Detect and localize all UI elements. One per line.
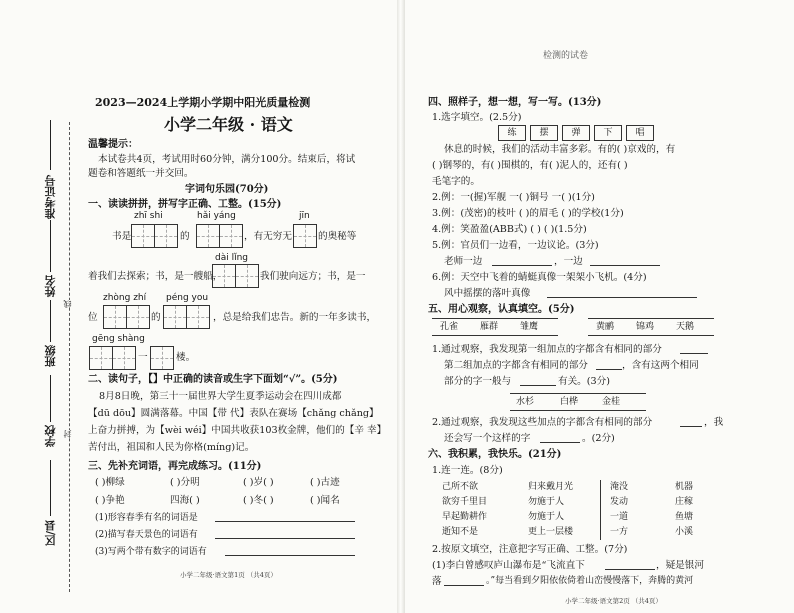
q5-blank-4[interactable]	[680, 426, 702, 427]
q5-blank-3[interactable]	[520, 385, 556, 386]
q5-para-4: 部分的字一般与	[444, 376, 512, 387]
q4-1: 1.选字填空。(2.5分)	[432, 112, 522, 123]
q3-row1-3: ( )岁( )	[243, 477, 274, 488]
q6-col3-4: 一方	[610, 527, 629, 537]
q1-text-2: 的	[180, 231, 190, 242]
seal-mark: 封	[63, 430, 72, 438]
q1-text-6: 我们驶向远方；书，是一	[260, 271, 366, 282]
q4-4: 4.例：笑盈盈(ABB式) ( ) ( )(1.5分)	[432, 224, 587, 235]
q1-text-3: ，有无穷无	[244, 231, 292, 242]
q4-5b: ，一边	[554, 256, 583, 267]
q6-col4-2: 庄稼	[675, 497, 694, 507]
q3-row2-1: ( )争艳	[95, 495, 125, 506]
q6-heading: 六、我积累，我快乐。(21分)	[428, 449, 562, 460]
q6-col2-4: 更上一层楼	[528, 527, 574, 537]
q5-para-6: 2.通过观察，我发现这些加点的字都含有相同的部分	[432, 417, 653, 428]
ticket-number-label: 准考证号	[44, 175, 57, 219]
q5-para-3: ，含有这两个相同	[622, 360, 699, 371]
q1-text-7: 位	[88, 312, 98, 323]
char-box-zhongzhi[interactable]	[103, 305, 150, 329]
q4-5a: 老师一边	[444, 256, 483, 267]
class-label: 班级	[44, 345, 57, 367]
q4-5b-blank[interactable]	[590, 265, 660, 266]
q2-line-2: 【dū dōu】圆满落幕。中国【带 代】表队在赛场【chǎng chǎng】	[88, 408, 379, 419]
left-footer: 小学二年级·语文第1页 （共4页）	[180, 571, 277, 579]
q5-blank-1[interactable]	[680, 353, 708, 354]
q1-text-5: 着我们去探索；书，是一艘船，	[88, 271, 223, 282]
q3-row2-3: ( )冬( )	[243, 495, 274, 506]
q6-col2-2: 勿施于人	[528, 497, 565, 507]
q6-2: 2.按原文填空，注意把字写正确、工整。(7分)	[432, 544, 628, 555]
q4-6a: 风中摇摆的落叶真像	[444, 288, 531, 299]
q1-text-9: ，总是给我们忠告。新的一年多读书，	[213, 312, 377, 323]
pinyin-jin: jīn	[299, 211, 310, 221]
q1-text-1: 书是	[112, 231, 132, 242]
q2-line-1: 8月8日晚，第三十一届世界大学生夏季运动会在四川成都	[99, 391, 342, 402]
name-blank	[50, 220, 51, 272]
q1-text-8: 的	[151, 312, 161, 323]
char-box-pengyou[interactable]	[163, 305, 210, 329]
char-box-haiyang[interactable]	[196, 224, 243, 248]
q4-6a-blank[interactable]	[547, 297, 697, 298]
word-box-2: 摆	[530, 125, 558, 141]
pinyin-haiyang: hǎi yáng	[197, 211, 236, 221]
district-label: 区/县	[44, 520, 57, 547]
ticket-number-blank	[50, 120, 51, 170]
pinyin-zhongzhi: zhòng zhí	[103, 293, 147, 303]
cut-line	[69, 122, 71, 592]
q6-col3-3: 一道	[610, 512, 629, 522]
q4-5: 5.例：官员们一边看，一边议论。(3分)	[432, 240, 599, 251]
q6-col4-1: 机器	[675, 482, 694, 492]
top-cut-text: 检测的试卷	[543, 51, 589, 61]
q6-2d: 。”每当看到夕阳依依倚着山峦慢慢落下，奔腾的黄河	[486, 576, 694, 586]
school-label: 学校	[44, 425, 57, 447]
q5-heading: 五、用心观察，认真填空。(5分)	[428, 304, 575, 315]
q6-2c-blank[interactable]	[444, 585, 484, 586]
pinyin-pengyou: péng you	[166, 293, 209, 303]
class-blank	[50, 300, 51, 342]
q5-blank-5[interactable]	[540, 442, 580, 443]
word-group-3	[510, 393, 646, 411]
pinyin-zhishi: zhī shi	[134, 211, 163, 221]
page-fold	[397, 0, 405, 613]
q4-2: 2.例：一(握)军舰 一( )铜号 一( )(1分)	[432, 192, 595, 203]
q5-para-9: 。(2分)	[582, 433, 615, 444]
tips-line-1: 本试卷共4页，考试用时60分钟，满分100分。结束后，将试	[98, 154, 356, 165]
word-group-2	[588, 318, 714, 336]
q6-2c: 落	[432, 576, 442, 587]
q6-col4-4: 小溪	[675, 527, 694, 537]
q5-blank-2[interactable]	[596, 369, 622, 370]
q5-para-5: 有关。(3分)	[558, 376, 610, 387]
word-box-5: 唱	[626, 125, 654, 141]
word-baihua: 白桦	[560, 397, 579, 407]
q6-1: 1.连一连。(8分)	[432, 465, 503, 476]
q3-sub-2-blank[interactable]	[215, 538, 355, 539]
q5-para-8: 还会写一个这样的字	[444, 433, 531, 444]
q3-row2-2: 四海( )	[170, 495, 200, 506]
name-label: 姓名	[44, 275, 57, 297]
line-mark: 线	[63, 300, 72, 308]
word-jingui: 金桂	[602, 397, 621, 407]
word-kongque: 孔雀	[440, 322, 459, 332]
q6-col4-3: 鱼塘	[675, 512, 694, 522]
tips-line-2: 题卷和答题纸一并交回。	[88, 168, 194, 179]
word-box-4: 下	[594, 125, 622, 141]
q4-heading: 四、照样子，想一想，写一写。(13分)	[428, 97, 602, 108]
word-chuying: 雏鹰	[520, 322, 539, 332]
word-shuishan: 水杉	[516, 397, 535, 407]
q3-sub-1: (1)形容春季有名的词语是	[95, 513, 198, 523]
q3-sub-3: (3)写两个带有数字的词语有	[95, 547, 207, 557]
q5-para-2: 第二组加点的字都含有相同的部分	[444, 360, 588, 371]
word-jinji: 锦鸡	[636, 322, 655, 332]
q4-para-1: 休息的时候，我们的活动丰富多彩。有的( )京戏的，有	[444, 144, 676, 155]
q3-row2-4: ( )闻名	[310, 495, 340, 506]
q5-para-7: ，我	[704, 417, 724, 428]
word-box-1: 练	[498, 125, 526, 141]
q4-para-2: ( )钢琴的，有( )围棋的，有( )泥人的，还有( )	[432, 160, 628, 171]
q3-row1-2: ( )分明	[170, 477, 200, 488]
q6-2a: (1)李白曾感叹庐山瀑布是“飞流直下	[432, 560, 585, 571]
q1-text-4: 的奥秘等	[318, 231, 357, 242]
q3-row1-1: ( )柳绿	[95, 477, 125, 488]
q6-2b: ，疑是银河	[656, 560, 704, 571]
q1-text-10: 一	[138, 352, 148, 363]
section-heading: 字词句乐园(70分)	[185, 184, 269, 195]
exam-title: 2023—2024上学期小学期中阳光质量检测	[95, 96, 311, 109]
word-yanqun: 雁群	[480, 322, 499, 332]
char-box-ceng[interactable]	[150, 346, 174, 370]
word-huangli: 黄鹂	[596, 322, 615, 332]
word-group-1	[432, 318, 558, 336]
q4-3: 3.例：(茂密)的枝叶 ( )的眉毛 ( )的学校(1分)	[432, 208, 624, 219]
q5-para-1: 1.通过观察，我发现第一组加点的字都含有相同的部分	[432, 344, 662, 355]
pinyin-gengshang: gēng shàng	[92, 334, 145, 344]
char-box-jin[interactable]	[293, 224, 317, 248]
q2-line-4: 苦付出，祖国和人民为你格(mínɡ)记。	[88, 442, 255, 453]
q6-col1-2: 欲穷千里目	[442, 497, 488, 507]
q6-col1-1: 己所不欲	[442, 482, 479, 492]
q2-heading: 二、读句子，【】中正确的读音或生字下面划“√”。(5分)	[88, 374, 338, 385]
tips-heading: 温馨提示：	[88, 139, 138, 150]
q3-heading: 三、先补充词语，再完成练习。(11分)	[88, 461, 262, 472]
q3-sub-1-blank[interactable]	[215, 521, 355, 522]
q3-sub-3-blank[interactable]	[225, 555, 355, 556]
q4-para-3: 毛笔字的。	[432, 176, 480, 187]
q4-5a-blank[interactable]	[492, 265, 552, 266]
word-box-3: 弹	[562, 125, 590, 141]
q6-col1-3: 早起勤耕作	[442, 512, 488, 522]
right-footer: 小学二年级·语文第2页 （共4页）	[565, 597, 662, 605]
q6-col3-1: 淹没	[610, 482, 629, 492]
q4-6: 6.例：天空中飞着的蜻蜓真像一架架小飞机。(4分)	[432, 272, 647, 283]
q2-line-3: 上奋力拼搏，为【wèi wéi】中国共收获103枚金牌，他们的【辛 幸】	[88, 425, 387, 436]
char-box-gengshang[interactable]	[89, 346, 136, 370]
char-box-zhishi[interactable]	[131, 224, 178, 248]
word-tiane: 天鹅	[676, 322, 695, 332]
q6-divider	[600, 480, 601, 540]
q3-sub-2: (2)描写春天景色的词语有	[95, 530, 198, 540]
q6-col2-1: 归来戴月光	[528, 482, 574, 492]
q6-col2-3: 勿施于人	[528, 512, 565, 522]
pinyin-dailing: dài lǐng	[215, 253, 249, 263]
q6-col3-2: 发动	[610, 497, 629, 507]
q6-col1-4: 逝知不是	[442, 527, 479, 537]
district-blank	[50, 460, 51, 516]
school-blank	[50, 375, 51, 422]
subject-title: 小学二年级 · 语文	[164, 115, 293, 134]
q1-heading: 一、读读拼拼，拼写字正确、工整。(15分)	[88, 199, 282, 210]
q1-text-11: 楼。	[176, 352, 196, 363]
q6-2a-blank[interactable]	[605, 569, 655, 570]
q3-row1-4: ( )古迹	[310, 477, 340, 488]
